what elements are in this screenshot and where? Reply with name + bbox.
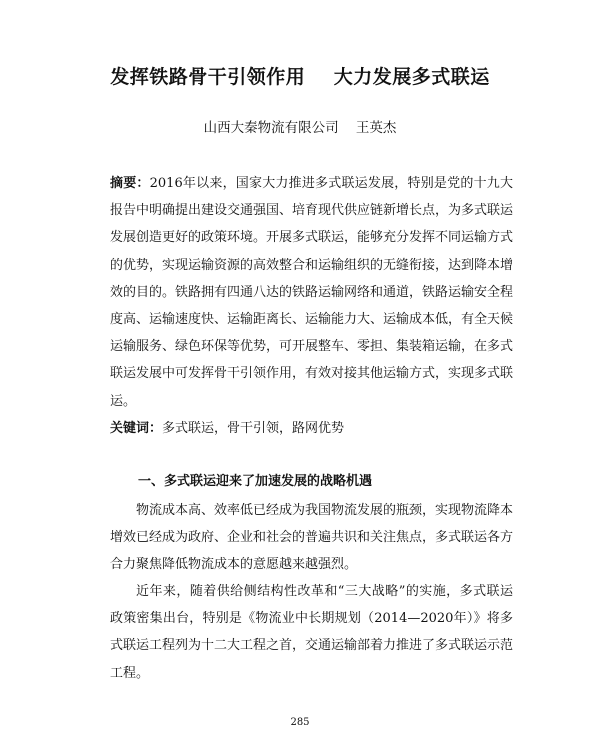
keywords — [110, 415, 513, 442]
paper-title: 发挥铁路骨干引领作用 大力发展多式联运 — [110, 66, 490, 88]
page-number: 285 — [290, 717, 310, 728]
body-paragraph-1: 物流成本高、效率低已经成为我国物流发展的瓶颈，实现物流降本增效已经成为政府、企业和社会的普遍共识和关注焦点，多式联运各方合力聚焦降低物流成本的意愿越来越强烈。 — [110, 503, 514, 573]
abstract-text: 2016年以来，国家大力推进多式联运发展，特别是党的十九大报告中明确提出建设交通强国、培育现代供应链新增长点，为多式联运发展创造更好的政策环境。开展多式联运，能够充分发挥不同运输方式的优势，实现运输资源的高效整合和运输组织的无缝衔接，达到降本增效的目的。铁路拥有四通八达的铁路运输网络和通道，铁路运输安全程度高、运输速度快、运输距离长、运输能力大、运输成本低，有全天候运输服务、绿色环保等优势，可开展整车、零担、集装箱运输，在多式联运发展中可发挥骨干引领作用，有效对接其他运输方式，实现多式联运。 — [110, 176, 514, 409]
keywords-text: 多式联运，骨干引领，路网优势 — [162, 421, 345, 436]
keywords-label: 关键词： — [110, 421, 163, 436]
abstract — [110, 170, 513, 415]
author-byline: 山西大秦物流有限公司 王英杰 — [203, 120, 397, 136]
section-heading: 一、多式联运迎来了加速发展的战略机遇 — [138, 474, 373, 489]
body-paragraph-2: 近年来，随着供给侧结构性改革和“三大战略”的实施，多式联运政策密集出台，特别是《物流业中长期规划（2014—2020年）》将多式联运工程列为十二大工程之首，交通运输部着力推进了多式联运示范工程。 — [110, 584, 514, 681]
abstract-label: 摘要： — [110, 176, 150, 191]
